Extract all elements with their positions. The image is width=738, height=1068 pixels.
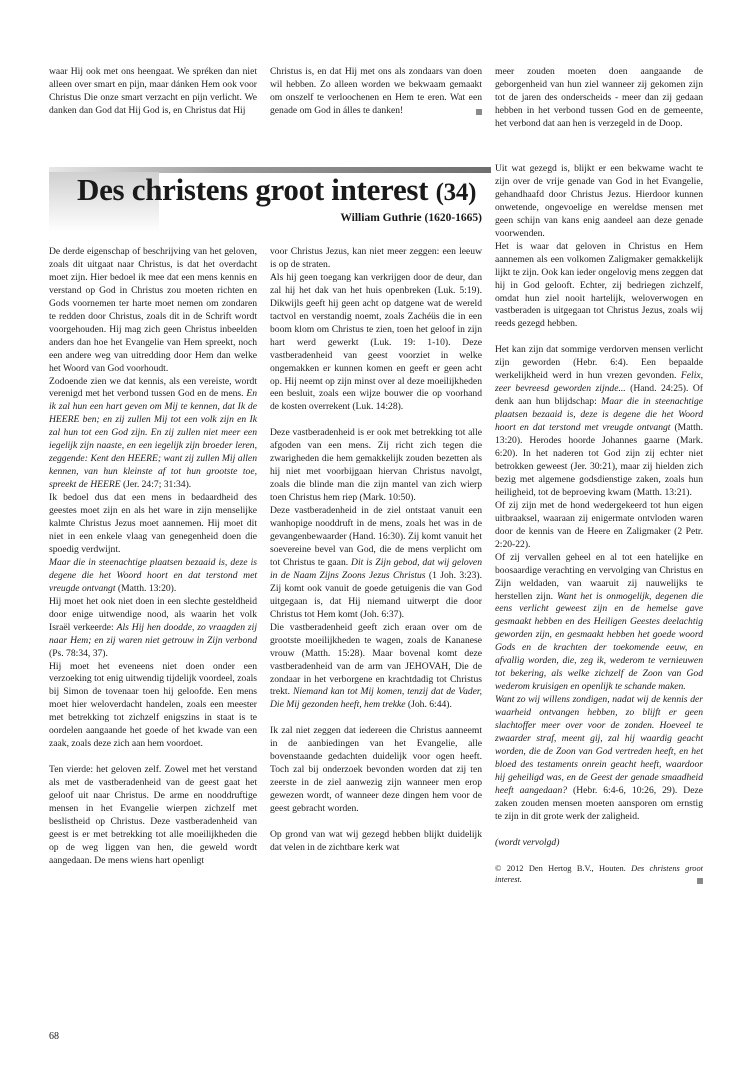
paragraph: Die vastberadenheid geeft zich eraan over om de grootste moeilijkheden te wagen, zoals de Kananese vrouw (Matth. 15:28). Maar bovenal komt deze vastberadenheid van de arm van JEHOVAH, Die de zondaar in het verborgene en krachtdadig tot Christus trekt. Niemand kan tot Mij komen, tenzij dat de Vader, Die Mij gezonden heeft, hem trekke (Joh. 6:44).	[270, 621, 482, 711]
article-number: (34)	[435, 179, 477, 206]
main-column-3	[495, 163, 703, 885]
page-number: 68	[49, 1031, 59, 1042]
paragraph: Of zij vervallen geheel en al tot een hatelijke en boosaardige verachting en vervolging van Christus en Zijn weldaden, van waaruit zij nauwelijks te herstellen zijn. Want het is onmogelijk, degenen die eens verlicht geweest zijn en de hemelse gave gesmaakt hebben en des Heiligen Geestes deelachtig geworden zijn, en gesmaakt hebben het goede woord Gods en de krachten der toekomende eeuw, en afvallig worden, die, zeg ik, wederom te vernieuwen tot bekering, als welke zichzelf de Zoon van God wederom kruisigen en openlijk te schande maken.	[495, 551, 703, 693]
paragraph: Ik zal niet zeggen dat iedereen die Christus aanneemt in de aanbiedingen van het Evangelie, alle bovenstaande gedachten duidelijk voor ogen heeft. Toch zal bij onderzoek bevonden worden dat zij ten zeerste in de ziel aanwezig zijn wanneer men erop gewezen wordt, of wanneer deze dingen hem voor de geest gebracht worden.	[270, 725, 482, 815]
paragraph: Hij moet het eveneens niet doen onder een verzoeking tot enig uitwendig tijdelijk voordeel, zoals bij Simon de tovenaar toen hij geloofde. Een mens moet hier weloverdacht handelen, zoals een meester met betrekking tot zichzelf enigszins in staat is te oordelen aangaande het goede of het kwade van een zaak, zoals deze zich aan hem voordoet.	[49, 660, 257, 750]
copyright: © 2012 Den Hertog B.V., Houten. Des christens groot interest.	[495, 863, 704, 884]
paragraph: Deze vastberadenheid is er ook met betrekking tot alle afgoden van een mens. Zij richt zich tegen die zwarigheden die hem gemakkelijk zouden bezetten als hij niet met voorbijgaan hiervan Christus navolgt, zoals die blinde man die zijn mantel van zich wierp toen Christus hem riep (Mark. 10:50).	[270, 427, 482, 504]
quotation: Maar die in steenachtige plaatsen bezaaid is, deze is degene die het Woord hoort en dat terstond met vreugde ontvangt	[495, 396, 704, 434]
paragraph: Ten vierde: het geloven zelf. Zowel met het verstand als met de vastberadenheid van de geest gaat het geloof uit naar Christus. De arme en nooddruftige mensen in het Evangelie wierpen zichzelf met beslistheid op Christus. Deze vastberadenheid van geest is er met betrekking tot alle moeilijkheden die op de weg liggen van hen, die geweld wordt aangedaan. De mens wiens hart openligt	[49, 764, 257, 866]
paragraph: Maar die in steenachtige plaatsen bezaaid is, deze is degene die het Woord hoort en dat terstond met vreugde ontvangt (Matth. 13:20).	[49, 556, 257, 594]
quotation: Als Hij hen doodde, zo vraagden zij naar Hem; en zij waren niet getrouw in Zijn verbond	[49, 621, 257, 646]
quotation: En ik zal hun een hart geven om Mij te kennen, dat Ik de HEERE ben; en zij zullen Mij tot een volk zijn en Ik zal hun tot een God zijn. En zij zullen niet meer een iegelijk zijn naaste, en een iegelijk zijn broeder leren, zeggende: Kent den HEERE; want zij zullen Mij allen kennen, van hun kleinste af tot hun grootste toe, spreekt de HEERE	[49, 388, 258, 491]
top-column-2	[270, 66, 482, 118]
top-column-3	[495, 66, 703, 131]
paragraph: Hij moet het ook niet doen in een slechte gesteldheid door enige uitwendige nood, als waarin het volk Israël verkeerde: Als Hij hen doodde, zo vraagden zij naar Hem; en zij waren niet getrouw in Zijn verbond (Ps. 78:34, 37).	[49, 595, 257, 659]
quotation: Want het is onmogelijk, degenen die eens verlicht geweest zijn en de hemelse gave gesmaakt hebben en des Heiligen Geestes deelachtig geworden zijn, en gesmaakt hebben het goede woord Gods en de krachten der toekomende eeuw, en afvallig worden, die, zeg ik, wederom te vernieuwen tot bekering, als welke zichzelf de Zoon van God wederom kruisigen en openlijk te schande maken.	[495, 590, 703, 693]
paragraph: Ik bedoel dus dat een mens in bedaardheid des geestes moet zijn en als het ware in zijn menselijke kalmte Christus Jezus moet aannemen. Hij moet dit niet in een enkele vlaag van genegenheid doen die spoedig verdwijnt.	[49, 492, 257, 555]
top-column-1	[49, 66, 257, 118]
paragraph: Het kan zijn dat sommige verdorven mensen verlicht zijn geworden (Hebr. 6:4). Een bepaalde werkelijkheid werd in hun vrezen gevonden. Felix, zeer bevreesd geworden zijnde... (Hand. 24:25). Of denk aan hun blijdschap: Maar die in steenachtige plaatsen bezaaid is, deze is degene die het Woord hoort en dat terstond met vreugde ontvangt (Matth. 13:20). Herodes hoorde Johannes gaarne (Mark. 6:20). In het naderen tot God zijn zij echter niet betrokken geweest (Jer. 30:21), maar zij hielden zich bezig met algemene godsdienstige zaken, zoals hun heiligheid, tot de beproeving kwam (Matth. 13:21).	[495, 344, 704, 498]
paragraph: Christus is, en dat Hij met ons als zondaars van doen wil hebben. Zo alleen worden we bekwaam gemaakt om onszelf te verloochenen en Hem te eren. Wat een genade om God in álles te danken!	[270, 66, 482, 116]
paragraph: meer zouden moeten doen aangaande de geborgenheid van hun ziel wanneer zij gekomen zijn tot de jaren des onderscheids - meer dan zij gedaan hebben in het verbond tussen God en de gemeente, het verbond dat aan hen is verzegeld in de Doop.	[495, 66, 703, 129]
paragraph: Deze vastberadenheid in de ziel ontstaat vanuit een wanhopige nooddruft in de mens, zoals het was in de gevangenbewaarder (Hand. 16:30). Zij komt vanuit het soevereine bevel van God, die de mens verplicht om tot Christus te gaan. Dit is Zijn gebod, dat wij geloven in de Naam Zijns Zoons Jezus Christus (1 Joh. 3:23). Zij komt ook vanuit de goede getuigenis die van God uitgegaan is, dat Hij niemand uitwerpt die door Christus tot Hem komt (Joh. 6:37).	[270, 505, 482, 620]
paragraph: voor Christus Jezus, kan niet meer zeggen: een leeuw is op de straten.	[270, 246, 482, 270]
paragraph: Het is waar dat geloven in Christus en Hem aannemen als een volkomen Zaligmaker gemakkelijk lijkt te zijn. Ook kan ieder ongelovig mens zeggen dat hij in God gelooft. Echter, zij bedriegen zichzelf, omdat hun ziel nooit hartelijk, weloverwogen en vastberaden is uitgegaan tot Christus Jezus, zoals wij reeds gezegd hebben.	[495, 240, 703, 330]
article-title: Des christens groot interest (34)	[77, 172, 477, 207]
end-square-icon	[697, 878, 703, 884]
quotation: Niemand kan tot Mij komen, tenzij dat de Vader, Die Mij gezonden heeft, hem trekke	[270, 686, 482, 711]
paragraph: Of zij zijn met de hond wedergekeerd tot hun eigen uitbraaksel, waaraan zij enigermate ontvloden waren door de kennis van de Heere en Zaligmaker (2 Petr. 2:20-22).	[495, 499, 703, 550]
main-column-1	[49, 246, 257, 868]
end-square-icon	[476, 109, 482, 115]
continued-note: (wordt vervolgd)	[495, 836, 560, 848]
paragraph: Uit wat gezegd is, blijkt er een bekwame wacht te zijn over de vrije genade van God in het Evangelie, gehandhaafd door Christus Jezus. Hierdoor kunnen onwetende, ongevoelige en wereldse mensen met geen schijn van kans enig aandeel aan deze genade voorwenden.	[495, 163, 703, 239]
quotation: Maar die in steenachtige plaatsen bezaaid is, deze is degene die het Woord hoort en dat terstond met vreugde ontvangt	[49, 556, 257, 594]
main-column-2	[270, 246, 482, 855]
quotation: Dit is Zijn gebod, dat wij geloven in de Naam Zijns Zoons Jezus Christus	[270, 556, 482, 581]
paragraph: De derde eigenschap of beschrijving van het geloven, zoals dit uitgaat naar Christus, is dat het overdacht moet zijn. Hier bedoel ik mee dat een mens kennis en verstand op God in Christus zou moeten richten en Gods voornemen ter harte moet nemen om zondaren te redden door Christus, zoals dit in de Schrift wordt voorgehouden. Hij mag zich geen Christus inbeelden anders dan hoe het Evangelie van Hem spreekt, noch een andere weg van uitredding door Hem dan welke het Woord van God voorhoudt.	[49, 246, 257, 374]
article-author: William Guthrie (1620-1665)	[340, 212, 482, 224]
quotation: Want zo wij willens zondigen, nadat wij de kennis der waarheid ontvangen hebben, zo blijft er geen slachtoffer meer over voor de zonden. Hoeveel te zwaarder straf, meent gij, zal hij waardig geacht worden, die de Zoon van God vertreden heeft, en het bloed des testaments onrein geacht heeft, waardoor hij geheiligd was, en de Geest der genade smaadheid heeft aangedaan?	[495, 694, 703, 796]
paragraph: Op grond van wat wij gezegd hebben blijkt duidelijk dat velen in de zichtbare kerk wat	[270, 829, 482, 853]
quotation: Felix, zeer bevreesd geworden zijnde...	[495, 370, 704, 395]
paragraph: Zodoende zien we dat kennis, als een vereiste, wordt verenigd met het verbond tussen God en de mens. En ik zal hun een hart geven om Mij te kennen, dat Ik de HEERE ben; en zij zullen Mij tot een volk zijn en Ik zal hun tot een God zijn. En zij zullen niet meer een iegelijk zijn naaste, en een iegelijk zijn broeder leren, zeggende: Kent den HEERE; want zij zullen Mij allen kennen, van hun kleinste af tot hun grootste toe, spreekt de HEERE (Jer. 24:7; 31:34).	[49, 375, 258, 491]
paragraph: waar Hij ook met ons heengaat. We spréken dan niet alleen over smart en pijn, maar dánken Hem ook voor Christus Die onze smart verzacht en pijn verlicht. We danken dan God dat Hij God is, en Christus dat Hij	[49, 66, 257, 116]
paragraph: Als hij geen toegang kan verkrijgen door de deur, dan zal hij het dak van het huis openbreken (Luk. 5:19). Dikwijls geeft hij geen acht op datgene wat de wereld tactvol en verstandig noemt, zoals Zachéüs die in een boom klom om Christus te zien, toen het geloof in zijn hart werd gewerkt (Luk. 19: 1-10). Deze vastberadenheid van geest voorziet in welke ongemakken er kunnen komen en geeft er geen acht op. Hij neemt op zijn minst over al deze moeilijkheden een besluit, zoals een wijze bouwer die op voorhand de kosten overrekent (Luk. 14:28).	[270, 271, 482, 413]
paragraph: Want zo wij willens zondigen, nadat wij de kennis der waarheid ontvangen hebben, zo blijft er geen slachtoffer meer over voor de zonden. Hoeveel te zwaarder straf, meent gij, zal hij waardig geacht worden, die de Zoon van God vertreden heeft, en het bloed des testaments onrein geacht heeft, waardoor hij geheiligd was, en de Geest der genade smaadheid heeft aangedaan? (Hebr. 6:4-6, 10:26, 29). Deze zaken zouden mensen moeten aansporen om ernstig te zijn in dit grote werk der zaligheid.	[495, 694, 703, 822]
